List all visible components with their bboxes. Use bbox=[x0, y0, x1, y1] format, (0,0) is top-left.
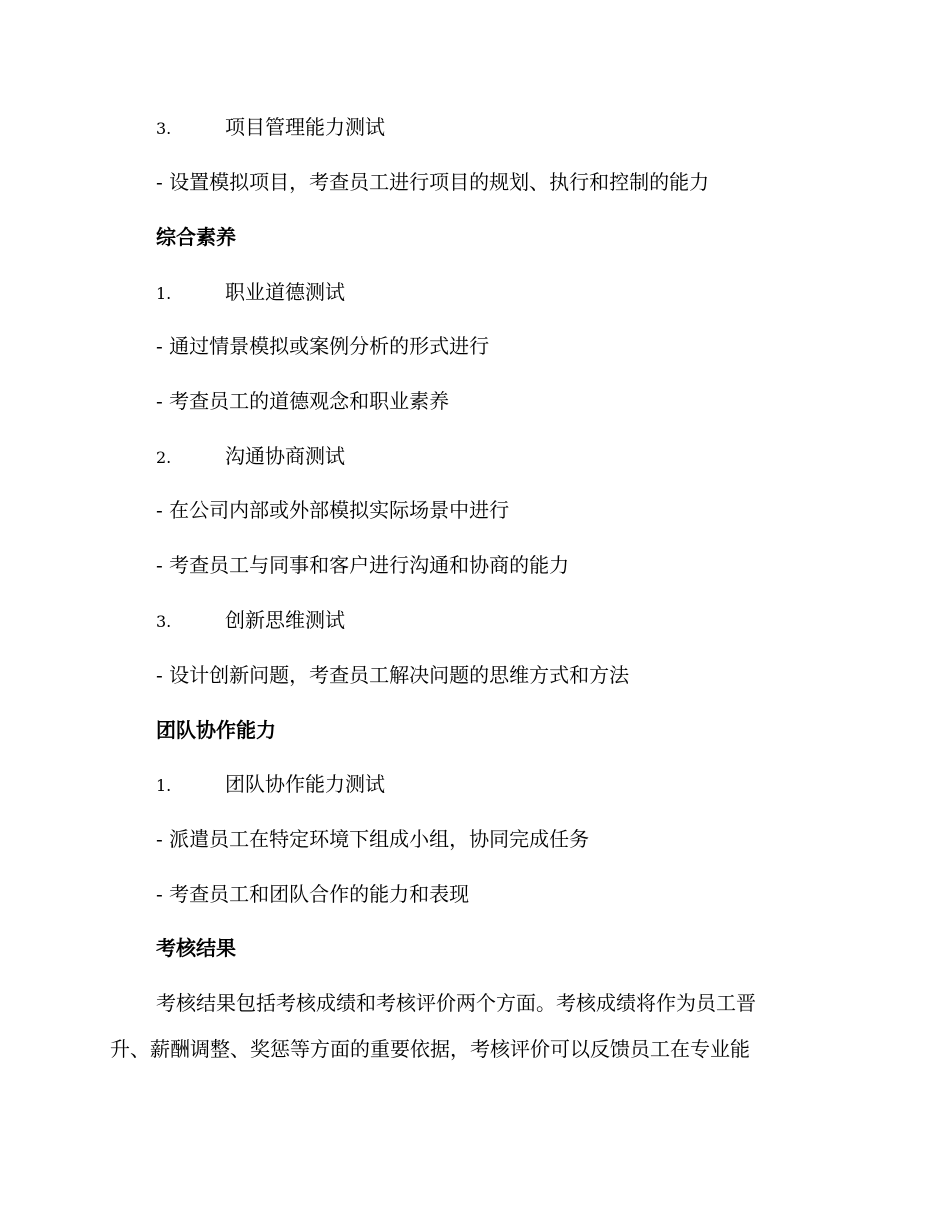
list-item bbox=[156, 277, 345, 309]
paragraph-text: 考核结果包括考核成绩和考核评价两个方面。考核成绩将作为员工晋 bbox=[156, 991, 756, 1015]
section-heading: 考核结果 bbox=[156, 936, 236, 960]
item-number: 3. bbox=[156, 612, 172, 631]
paragraph-line bbox=[110, 980, 810, 1026]
item-number: 2. bbox=[156, 448, 172, 467]
item-title: 项目管理能力测试 bbox=[225, 115, 385, 139]
paragraph-line bbox=[110, 1026, 810, 1072]
item-title: 团队协作能力测试 bbox=[225, 772, 385, 796]
list-item bbox=[156, 769, 385, 801]
item-title: 职业道德测试 bbox=[225, 280, 345, 304]
bullet-line: - 在公司内部或外部模拟实际场景中进行 bbox=[156, 498, 510, 522]
item-title: 创新思维测试 bbox=[225, 608, 345, 632]
body-paragraph bbox=[110, 980, 810, 1072]
item-number: 1. bbox=[156, 284, 172, 303]
item-number: 1. bbox=[156, 776, 172, 795]
bullet-line: - 考查员工与同事和客户进行沟通和协商的能力 bbox=[156, 553, 570, 577]
paragraph-text: 升、薪酬调整、奖惩等方面的重要依据，考核评价可以反馈员工在专业能 bbox=[110, 1037, 750, 1061]
bullet-line: - 设置模拟项目，考查员工进行项目的规划、执行和控制的能力 bbox=[156, 170, 710, 194]
bullet-line: - 派遣员工在特定环境下组成小组，协同完成任务 bbox=[156, 827, 590, 851]
bullet-line: - 设计创新问题，考查员工解决问题的思维方式和方法 bbox=[156, 663, 630, 687]
item-number: 3. bbox=[156, 119, 172, 138]
section-heading: 综合素养 bbox=[156, 225, 236, 249]
list-item bbox=[156, 605, 345, 637]
bullet-line: - 考查员工的道德观念和职业素养 bbox=[156, 389, 450, 413]
section-heading: 团队协作能力 bbox=[156, 718, 276, 742]
item-title: 沟通协商测试 bbox=[225, 444, 345, 468]
list-item bbox=[156, 112, 385, 144]
list-item bbox=[156, 441, 345, 473]
bullet-line: - 通过情景模拟或案例分析的形式进行 bbox=[156, 334, 490, 358]
bullet-line: - 考查员工和团队合作的能力和表现 bbox=[156, 882, 470, 906]
